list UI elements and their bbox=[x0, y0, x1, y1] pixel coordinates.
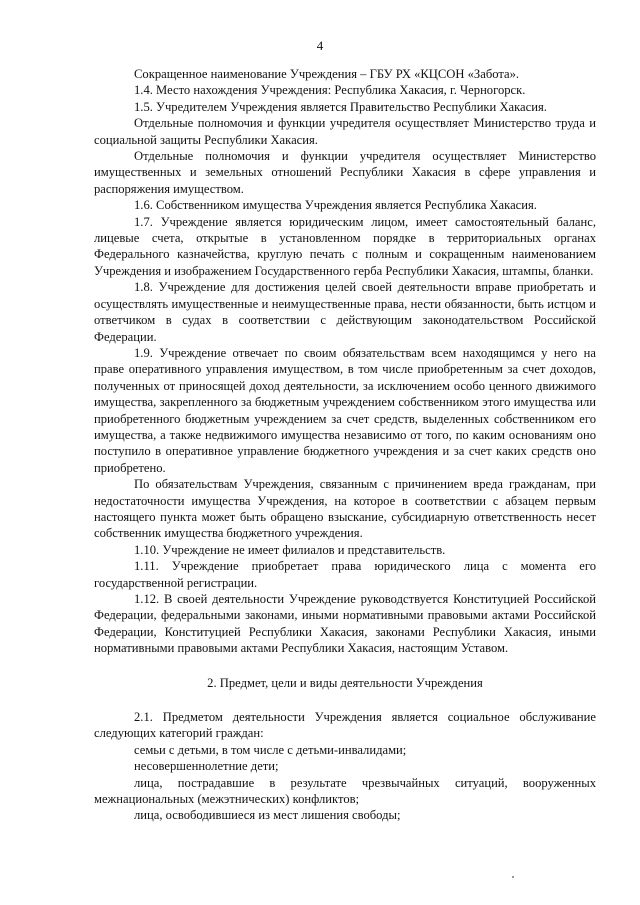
paragraph-1-7: 1.7. Учреждение является юридическим лицом, имеет самостоятельный баланс, лицевые счета, открытые в установленном порядке в территориальных органах Федерального казначейства, круглую печать с полным и сокращенным наименованием Учреждения и изображением Государственного герба Республики Хакасия, штампы, бланки. bbox=[94, 214, 596, 278]
paragraph-1-6: 1.6. Собственником имущества Учреждения является Республика Хакасия. bbox=[134, 198, 537, 213]
paragraph-1-5: 1.5. Учредителем Учреждения является Правительство Республики Хакасия. bbox=[134, 99, 547, 114]
paragraph-liability: По обязательствам Учреждения, связанным с причинением вреда гражданам, при недостаточности имущества Учреждения, на которое в соответствии с абзацем первым настоящего пункта может быть обращено взыскание, субсидиарную ответственность несет собственник имущества бюджетного учреждения. bbox=[94, 477, 596, 541]
paragraph-1-10: 1.10. Учреждение не имеет филиалов и представительств. bbox=[134, 542, 446, 557]
document-body bbox=[94, 66, 596, 824]
list-item: несовершеннолетние дети; bbox=[134, 759, 279, 774]
section-heading: 2. Предмет, цели и виды деятельности Учреждения bbox=[207, 675, 483, 690]
paragraph-founder-ministry-property: Отдельные полномочия и функции учредителя осуществляет Министерство имущественных и земельных отношений Республики Хакасия в сфере управления и распоряжения имуществом. bbox=[94, 149, 596, 196]
paragraph-short-name: Сокращенное наименование Учреждения – ГБУ РХ «КЦСОН «Забота». bbox=[134, 67, 520, 81]
paragraph-founder-ministry-labor: Отдельные полномочия и функции учредителя осуществляет Министерство труда и социальной защиты Республики Хакасия. bbox=[94, 116, 596, 147]
list-item: лица, пострадавшие в результате чрезвычайных ситуаций, вооруженных межнациональных (межэтнических) конфликтов; bbox=[94, 775, 596, 807]
paragraph-1-9: 1.9. Учреждение отвечает по своим обязательствам всем находящимся у него на праве оперативного управления имуществом, в том числе приобретенным за счет доходов, полученных от приносящей доход деятельности, за исключением особо ценного движимого имущества, закрепленного за бюджетным учреждением собственником этого имущества или приобретенного бюджетным учреждением за счет средств, выделенных собственником его имущества, а также недвижимого имущества независимо от того, по каким основаниям оно поступило в оперативное управление бюджетного учреждения и за счет каких средств оно приобретено. bbox=[94, 345, 596, 475]
paragraph-1-11: 1.11. Учреждение приобретает права юридического лица с момента его государственной регистрации. bbox=[94, 559, 596, 590]
list-item: семьи с детьми, в том числе с детьми-инвалидами; bbox=[134, 742, 407, 757]
paragraph-1-4: 1.4. Место нахождения Учреждения: Республика Хакасия, г. Черногорск. bbox=[134, 83, 526, 98]
page-number: 4 bbox=[316, 38, 324, 53]
list-item: лица, освободившиеся из мест лишения свободы; bbox=[134, 808, 401, 823]
paragraph-2-1: 2.1. Предметом деятельности Учреждения является социальное обслуживание следующих категорий граждан: bbox=[94, 710, 596, 741]
scan-speck bbox=[512, 876, 514, 878]
paragraph-1-12: 1.12. В своей деятельности Учреждение руководствуется Конституцией Российской Федерации, федеральными законами, иными нормативными правовыми актами Российской Федерации, Конституцией Республики Хакасия, законами Республики Хакасия, иными нормативными правовыми актами Республики Хакасия, настоящим Уставом. bbox=[94, 592, 596, 656]
paragraph-1-8: 1.8. Учреждение для достижения целей своей деятельности вправе приобретать и осуществлять имущественные и неимущественные права, нести обязанности, быть истцом и ответчиком в судах в соответствии с действующим законодательством Российской Федерации. bbox=[94, 280, 596, 344]
